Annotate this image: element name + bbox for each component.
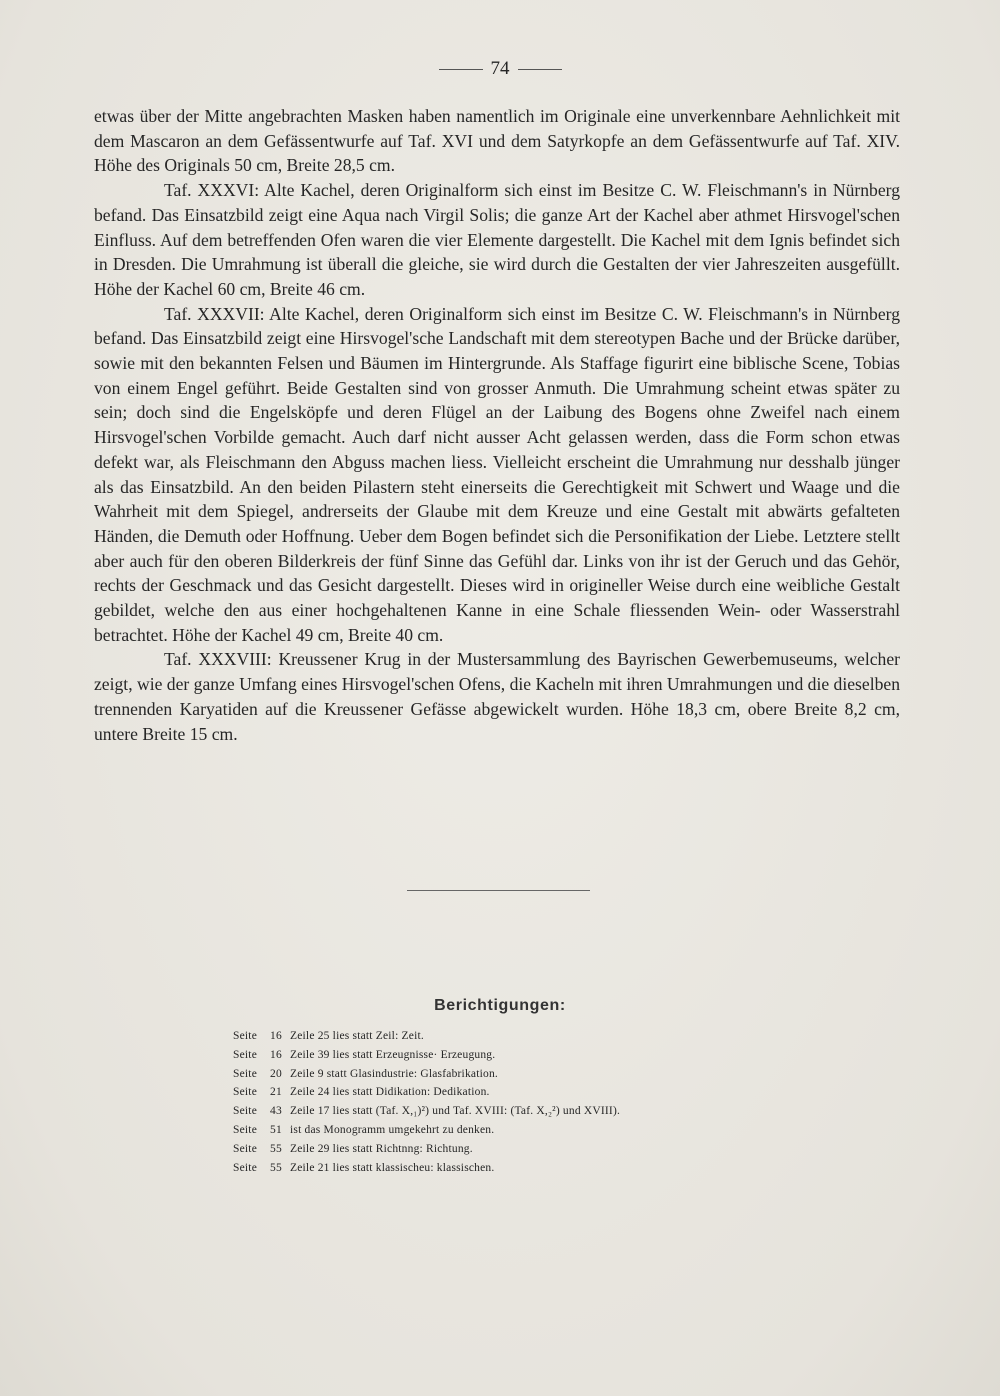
correction-row [233, 1102, 853, 1121]
paragraph: etwas über der Mitte angebrachten Masken haben namentlich im Originale eine unverkennbare Aehnlichkeit mit dem Mascaron an dem Gefässentwurfe auf Taf. XVI und dem Satyrkopfe an dem Gefässentwurfe auf Taf. XIV. Höhe des Originals 50 cm, Breite 28,5 cm. [94, 106, 900, 176]
corrections-title: Berichtigungen: [434, 997, 566, 1014]
correction-text: Zeile 21 lies statt klassischeu: klassischen. [290, 1161, 495, 1174]
correction-label: Seite [233, 1067, 257, 1080]
header-dash-right [518, 69, 562, 70]
correction-row [233, 1140, 853, 1159]
correction-page: 55 [270, 1161, 282, 1174]
correction-row [233, 1065, 853, 1084]
correction-label: Seite [233, 1030, 257, 1042]
correction-label: Seite [233, 1105, 257, 1118]
correction-row [233, 1083, 853, 1102]
correction-label: Seite [233, 1142, 257, 1155]
correction-row [233, 1159, 853, 1178]
correction-text: Zeile 9 statt Glasindustrie: Glasfabrikation. [290, 1067, 498, 1080]
correction-label: Seite [233, 1161, 257, 1174]
correction-page: 16 [270, 1030, 282, 1042]
correction-label: Seite [233, 1048, 257, 1061]
correction-text: ist das Monogramm umgekehrt zu denken. [290, 1123, 495, 1136]
correction-label: Seite [233, 1086, 257, 1099]
correction-text: Zeile 24 lies statt Didikation: Dedikation. [290, 1086, 490, 1099]
page-header [0, 58, 1000, 80]
correction-page: 51 [270, 1123, 282, 1136]
correction-text: Zeile 17 lies statt (Taf. X,₁)²) und Taf. XVIII: (Taf. X,₂²) und XVIII). [290, 1105, 621, 1118]
section-divider [407, 890, 590, 891]
corrections-list [233, 1027, 853, 1177]
correction-page: 20 [270, 1067, 282, 1080]
paragraph: Taf. XXXVII: Alte Kachel, deren Originalform sich einst im Besitze C. W. Fleischmann's in Nürnberg befand. Das Einsatzbild zeigt eine Hirsvogel'sche Landschaft mit dem stereotypen Bache und der Brücke darüber, sowie mit den bekannten Felsen und Bäumen im Hintergrunde. Als Staffage figurirt eine biblische Scene, Tobias von einem Engel geführt. Beide Gestalten sind von grosser Anmuth. Die Umrahmung scheint etwas später zu sein; doch sind die Engelsköpfe und deren Flügel an der Laibung des Bogens ohne Zweifel nach einem Hirsvogel'schen Vorbilde gemacht. Auch darf nicht ausser Acht gelassen werden, dass die Form schon etwas defekt war, als Fleischmann den Abguss machen liess. Vielleicht erscheint die Umrahmung nur desshalb jünger als das Einsatzbild. An den beiden Pilastern steht einerseits die Gerechtigkeit mit Schwert und Waage und die Wahrheit mit dem Spiegel, andrerseits der Glaube mit dem Kreuze und eine Gestalt mit abwärts gefalteten Händen, die Demuth oder Hoffnung. Ueber dem Bogen befindet sich die Personifikation der Liebe. Letztere stellt aber auch für den oberen Bilderkreis der fünf Sinne das Gefühl dar. Links von ihr ist der Geruch und das Gehör, rechts der Geschmack und das Gesicht dargestellt. Dieses wird in origineller Weise durch eine weibliche Gestalt gebildet, welche den aus einer hochgehaltenen Kanne in eine Schale fliessenden Wein- oder Wasserstrahl betrachtet. Höhe der Kachel 49 cm, Breite 40 cm. [94, 303, 900, 645]
correction-page: 43 [270, 1105, 282, 1118]
correction-row [233, 1046, 853, 1065]
correction-row [233, 1027, 853, 1046]
header-dash-left [439, 69, 483, 70]
body-text [94, 104, 900, 746]
page-number: 74 [490, 58, 510, 79]
correction-page: 55 [270, 1142, 282, 1155]
correction-label: Seite [233, 1123, 257, 1136]
correction-page: 16 [270, 1048, 282, 1061]
correction-text: Zeile 29 lies statt Richtnng: Richtung. [290, 1142, 473, 1155]
correction-row [233, 1121, 853, 1140]
paragraph: Taf. XXXVIII: Kreussener Krug in der Mustersammlung des Bayrischen Gewerbemuseums, welcher zeigt, wie der ganze Umfang eines Hirsvogel'schen Ofens, die Kacheln mit ihren Umrahmungen und die dieselben trennenden Karyatiden auf die Kreussener Gefässe abgewickelt wurden. Höhe 18,3 cm, obere Breite 8,2 cm, untere Breite 15 cm. [94, 649, 900, 744]
correction-text: Zeile 25 lies statt Zeil: Zeit. [290, 1030, 424, 1042]
correction-page: 21 [270, 1086, 282, 1099]
correction-text: Zeile 39 lies statt Erzeugnisse· Erzeugung. [290, 1048, 496, 1061]
paragraph: Taf. XXXVI: Alte Kachel, deren Originalform sich einst im Besitze C. W. Fleischmann's in Nürnberg befand. Das Einsatzbild zeigt eine Aqua nach Virgil Solis; die ganze Art der Kachel aber athmet Hirsvogel'schen Einfluss. Auf dem betreffenden Ofen waren die vier Elemente dargestellt. Die Kachel mit dem Ignis befindet sich in Dresden. Die Umrahmung ist überall die gleiche, sie wird durch die Gestalten der vier Jahreszeiten ausgefüllt. Höhe der Kachel 60 cm, Breite 46 cm. [94, 180, 900, 299]
